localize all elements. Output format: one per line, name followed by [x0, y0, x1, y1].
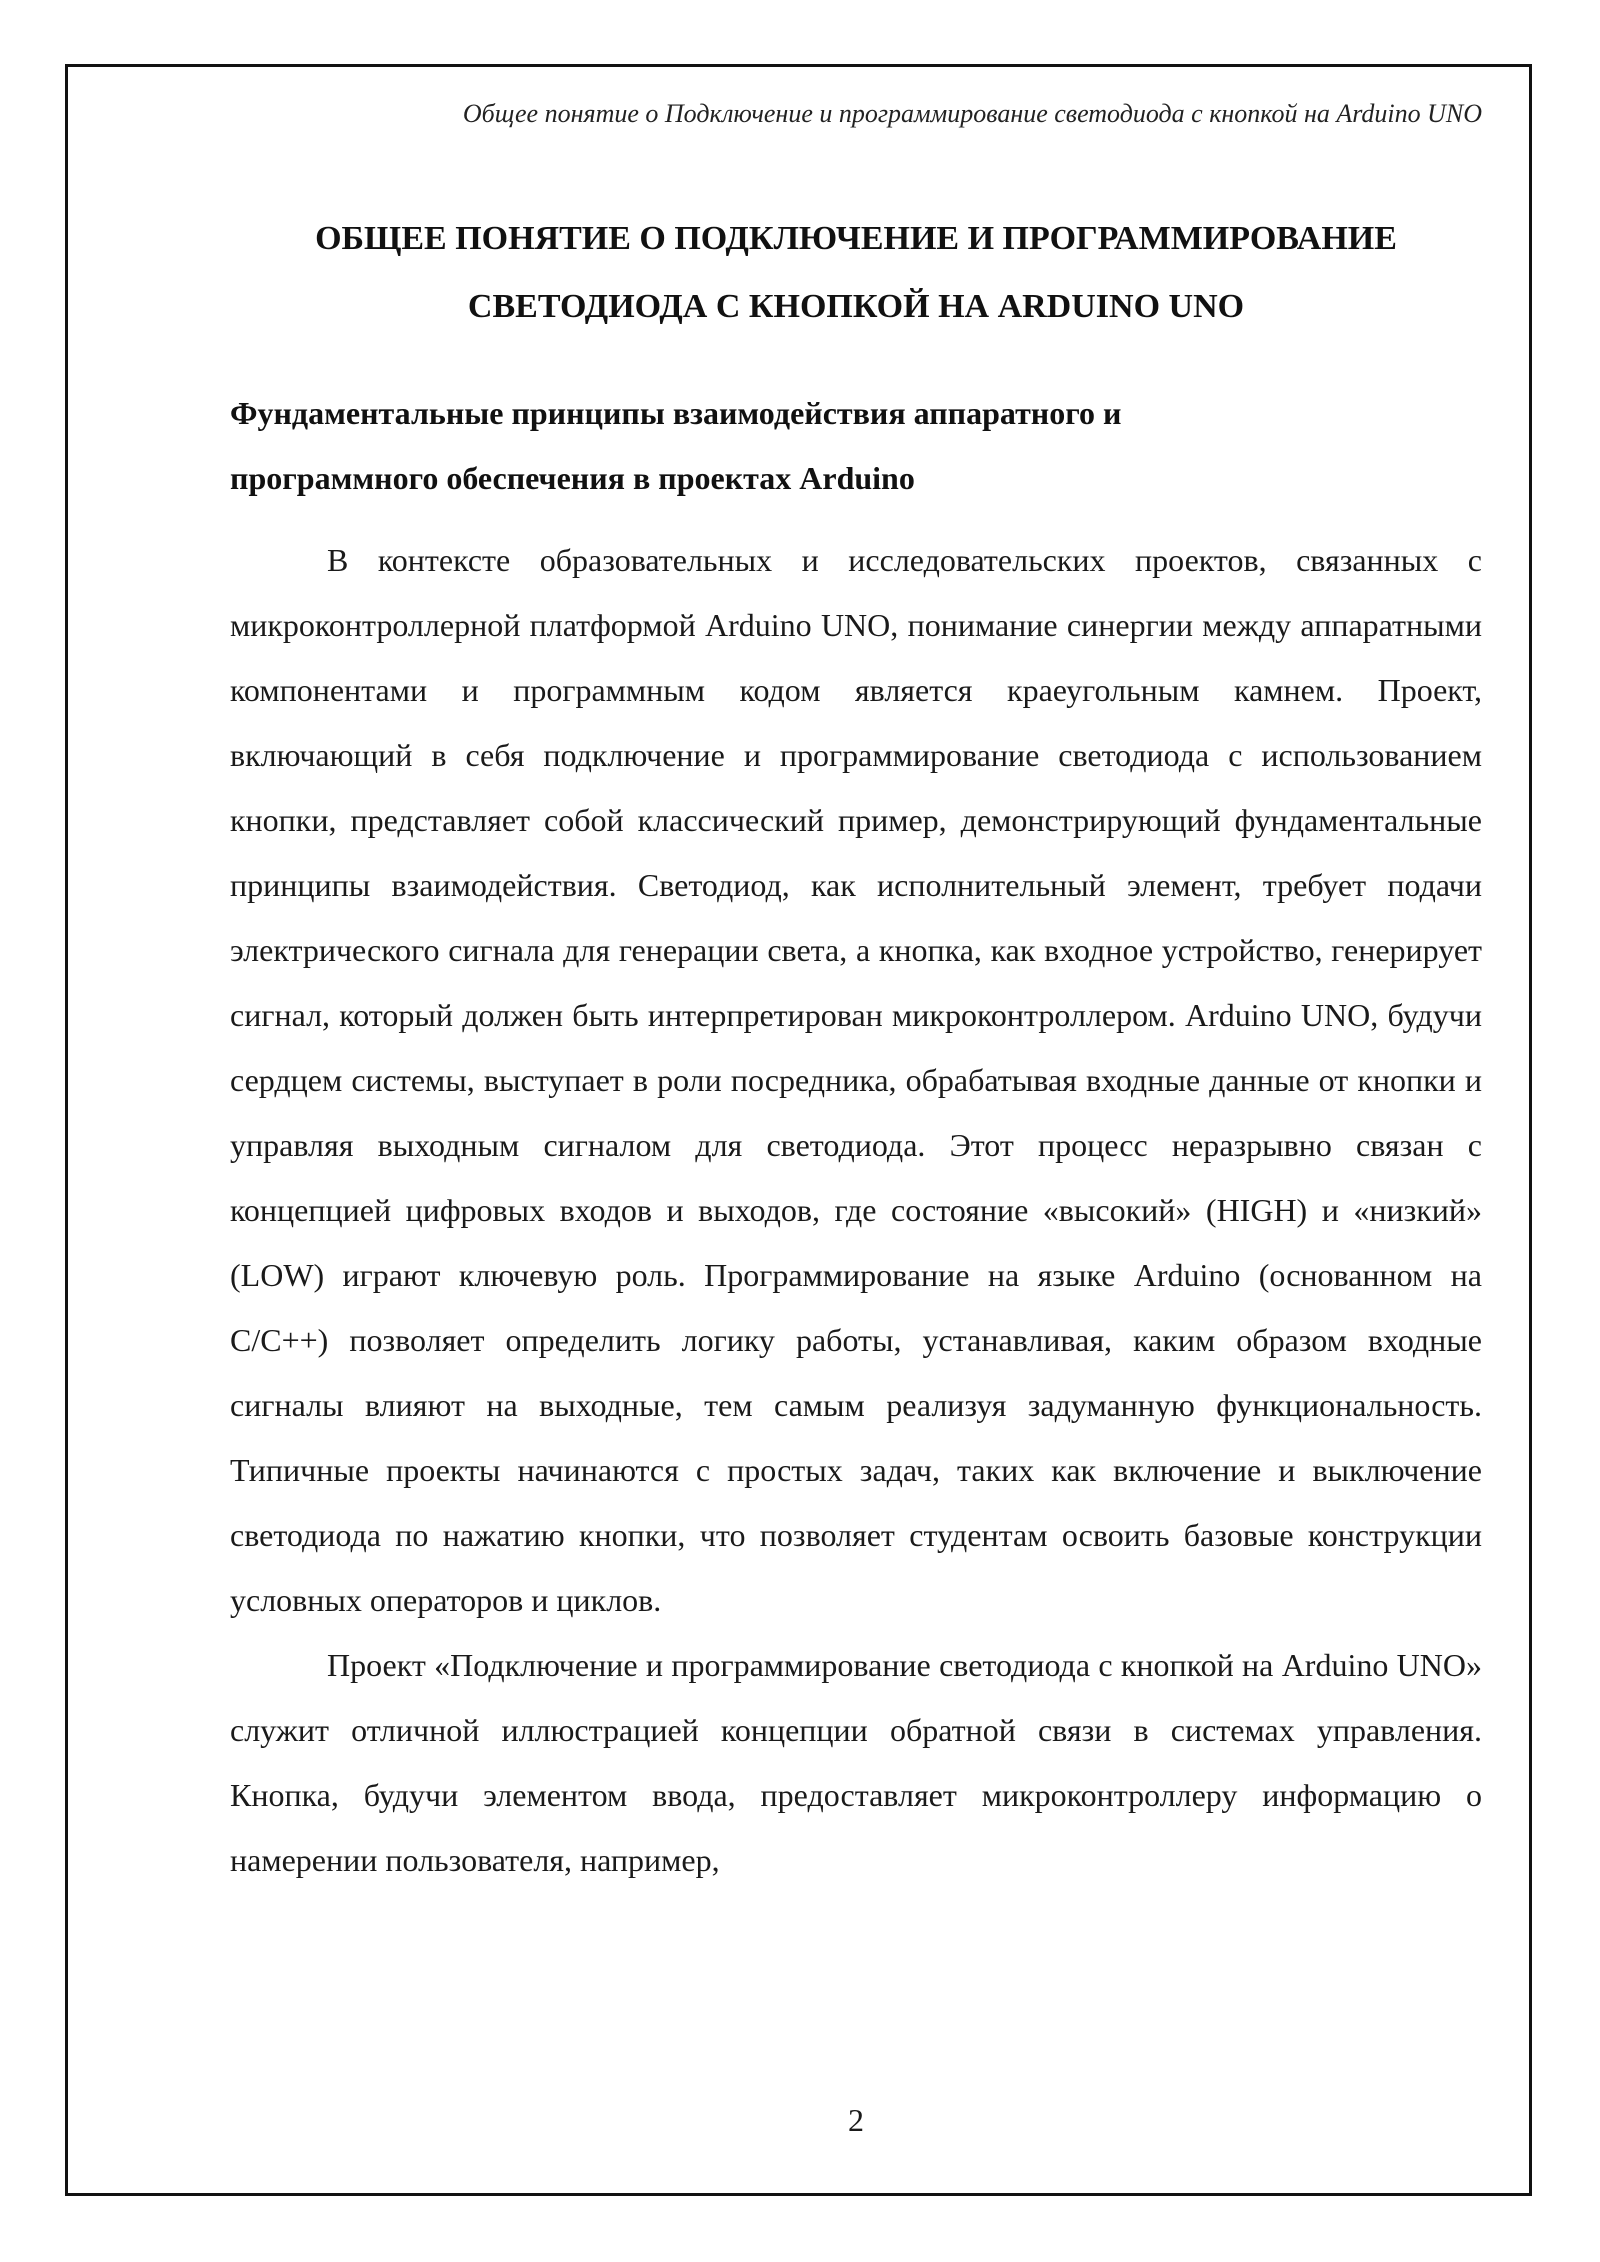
document-title [230, 205, 1482, 341]
paragraph-1: В контексте образовательных и исследовательских проектов, связанных с микроконтроллерной платформой Arduino UNO, понимание синергии между аппаратными компонентами и программным кодом является краеугольным камнем. Проект, включающий в себя подключение и программирование светодиода с использованием кнопки, представляет собой классический пример, демонстрирующий фундаментальные принципы взаимодействия. Светодиод, как исполнительный элемент, требует подачи электрического сигнала для генерации света, а кнопка, как входное устройство, генерирует сигнал, который должен быть интерпретирован микроконтроллером. Arduino UNO, будучи сердцем системы, выступает в роли посредника, обрабатывая входные данные от кнопки и управляя выходным сигналом для светодиода. Этот процесс неразрывно связан с концепцией цифровых входов и выходов, где состояние «высокий» (HIGH) и «низкий» (LOW) играют ключевую роль. Программирование на языке Arduino (основанном на C/C++) позволяет определить логику работы, устанавливая, каким образом входные сигналы влияют на выходные, тем самым реализуя задуманную функциональность. Типичные проекты начинаются с простых задач, таких как включение и выключение светодиода по нажатию кнопки, что позволяет студентам освоить базовые конструкции условных операторов и циклов. [230, 542, 1482, 1618]
page-number: 2 [848, 2102, 864, 2138]
section-heading [230, 381, 1482, 511]
running-header: Общее понятие о Подключение и программирование светодиода с кнопкой на Arduino UNO [462, 99, 1482, 128]
section-heading-line-1: Фундаментальные принципы взаимодействия аппаратного и [230, 395, 1122, 431]
document-title-line-1: ОБЩЕЕ ПОНЯТИЕ О ПОДКЛЮЧЕНИЕ И ПРОГРАММИРОВАНИЕ [315, 220, 1397, 257]
body-text [230, 528, 1482, 1893]
paragraph-2: Проект «Подключение и программирование светодиода с кнопкой на Arduino UNO» служит отличной иллюстрацией концепции обратной связи в системах управления. Кнопка, будучи элементом ввода, предоставляет микроконтроллеру информацию о намерении пользователя, например, [230, 1647, 1482, 1878]
document-title-line-2: СВЕТОДИОДА С КНОПКОЙ НА ARDUINO UNO [467, 288, 1245, 325]
section-heading-line-2: программного обеспечения в проектах Arduino [230, 460, 915, 496]
